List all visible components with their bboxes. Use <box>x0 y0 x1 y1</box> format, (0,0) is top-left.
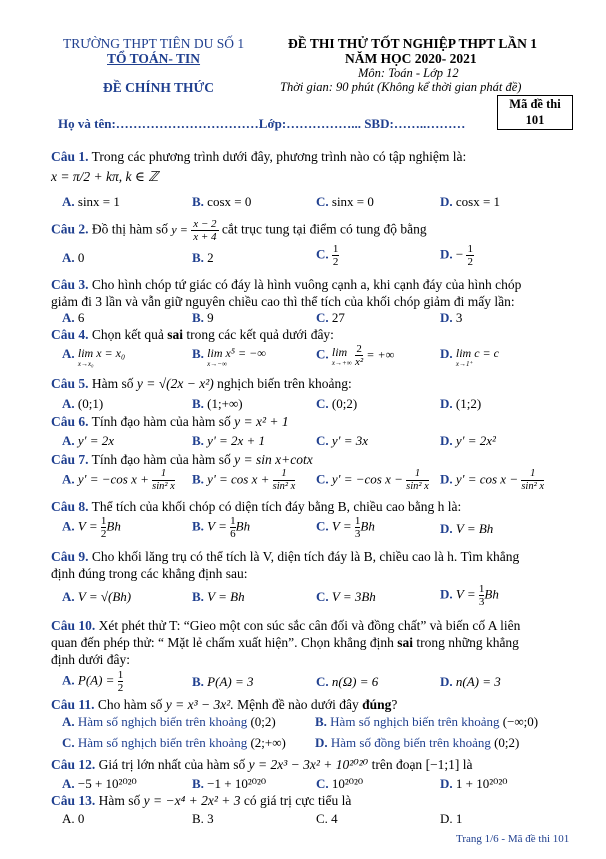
q9-option-d[interactable]: D. V = $\frac{1}{3}$ Bh <box>440 583 499 608</box>
q3-option-b[interactable]: B. 9 <box>192 310 214 325</box>
q12-option-a[interactable]: A. −5 + 10²⁰²⁰ <box>62 776 137 791</box>
q8-option-d[interactable]: D. V = Bh <box>440 521 494 536</box>
exam-title: ĐỀ THI THỬ TỐT NGHIỆP THPT LẦN 1 <box>288 36 537 51</box>
fraction: $\frac{x - 2}{x + 4}$ <box>193 218 217 243</box>
q2-option-d[interactable]: D. − $\frac{1}{2}$ <box>440 243 473 268</box>
question-text: Trong các phương trình dưới đây, phương trình nào có tập nghiệm là: <box>91 149 467 164</box>
q13-option-a[interactable]: A. 0 <box>62 811 85 826</box>
q6-option-d[interactable]: D. y' = 2x² <box>440 433 496 448</box>
q13-option-c[interactable]: C. 4 <box>316 811 338 826</box>
question-3: Câu 3. Cho hình chóp tứ giác có đáy là hình vuông cạnh a, khi cạnh đáy của hình chóp <box>51 277 522 292</box>
question-12: Câu 12. Giá trị lớn nhất của hàm số y = 2x³ − 3x² + 10²⁰²⁰ trên đoạn [−1;1] là <box>51 757 473 772</box>
q4-option-d[interactable]: D. lim c = c x→1⁺ <box>440 346 499 368</box>
q8-option-b[interactable]: B. V = $\frac{1}{6}$ Bh <box>192 515 251 540</box>
exam-time: Thời gian: 90 phút (Không kể thời gian phát đề) <box>280 80 522 94</box>
official-label: ĐỀ CHÍNH THỨC <box>103 80 215 95</box>
question-8: Câu 8. Thể tích của khối chóp có diện tích đáy bằng B, chiều cao bằng h là: <box>51 499 462 514</box>
function-y: y = <box>171 222 188 237</box>
question-7: Câu 7. Tính đạo hàm của hàm số y = sin x+cotx <box>51 452 313 467</box>
q5-option-c[interactable]: C. (0;2) <box>316 396 358 411</box>
subject: Môn: Toán - Lớp 12 <box>358 66 459 80</box>
school-year: NĂM HỌC 2020- 2021 <box>345 51 477 66</box>
exam-code-box <box>497 95 573 130</box>
question-9-line-2: định đúng trong các khẳng định sau: <box>51 566 248 581</box>
q2-option-c[interactable]: C. $\frac{1}{2}$ <box>316 243 339 268</box>
q11-option-d[interactable]: D. Hàm số đồng biến trên khoảng (0;2) <box>315 735 520 750</box>
q7-option-a[interactable]: A. y' = −cos x + $\frac{1}{\text{sin² x}}$ <box>62 468 175 492</box>
q8-option-c[interactable]: C. V = $\frac{1}{3}$ Bh <box>316 515 375 540</box>
q12-option-b[interactable]: B. −1 + 10²⁰²⁰ <box>192 776 267 791</box>
exam-code: 101 <box>525 113 545 127</box>
q6-option-b[interactable]: B. y' = 2x + 1 <box>192 433 266 448</box>
q13-option-b[interactable]: B. 3 <box>192 811 214 826</box>
school-name: TRƯỜNG THPT TIÊN DU SỐ 1 <box>63 36 245 51</box>
q9-option-b[interactable]: B. V = Bh <box>192 589 245 604</box>
q5-option-a[interactable]: A. (0;1) <box>62 396 104 411</box>
q11-option-c[interactable]: C. Hàm số nghịch biến trên khoảng (2;+∞) <box>62 735 286 750</box>
q3-option-d[interactable]: D. 3 <box>440 310 463 325</box>
q5-option-b[interactable]: B. (1;+∞) <box>192 396 243 411</box>
question-4: Câu 4. Chọn kết quả sai trong các kết quả dưới đây: <box>51 327 334 342</box>
page-footer: Trang 1/6 - Mã đề thi 101 <box>456 833 570 845</box>
solution-set: x = π/2 + kπ, k ∈ ℤ <box>51 169 159 184</box>
q4-option-a[interactable]: A. lim x = x₀ x→x₀ <box>62 346 126 368</box>
question-6: Câu 6. Tính đạo hàm của hàm số y = x² + 1 <box>51 414 289 429</box>
q10-option-b[interactable]: B. P(A) = 3 <box>192 674 254 689</box>
department: TỔ TOÁN- TIN <box>107 51 201 66</box>
question-2: Câu 2. Đồ thị hàm số y = $\frac{x - 2}{x + 4}$ cắt trục tung tại điểm có tung độ bằng <box>51 218 427 243</box>
exam-code-label: Mã đề thi <box>509 97 561 111</box>
q4-option-c[interactable]: C. lim x→+∞ $\frac{2}{\text{x²}}$ = +∞ <box>316 343 395 368</box>
q1-option-a[interactable]: A. sinx = 1 <box>62 194 120 209</box>
q1-option-c[interactable]: C. sinx = 0 <box>316 194 374 209</box>
q9-option-c[interactable]: C. V = 3Bh <box>316 589 376 604</box>
q4-option-b[interactable]: B. lim x⁵ = −∞ x→−∞ <box>192 346 266 368</box>
q7-option-d[interactable]: D. y' = cos x − $\frac{1}{\text{sin² x}}$ <box>440 468 545 492</box>
q6-option-a[interactable]: A. y' = 2x <box>62 433 114 448</box>
q10-option-c[interactable]: C. n(Ω) = 6 <box>316 674 379 689</box>
q2-option-b[interactable]: B. 2 <box>192 250 214 265</box>
question-3-line-2: giảm đi 3 lần và vẫn giữ nguyên chiều cao thì thể tích của khối chóp giảm đi mấy lần: <box>51 294 515 309</box>
question-13: Câu 13. Hàm số y = −x⁴ + 2x² + 3 có giá trị cực tiểu là <box>51 793 352 808</box>
q10-option-a[interactable]: A. P(A) = $\frac{1}{2}$ <box>62 669 124 694</box>
q8-option-a[interactable]: A. V = $\frac{1}{2}$ Bh <box>62 515 121 540</box>
q2-option-a[interactable]: A. 0 <box>62 250 85 265</box>
question-number: Câu 1. <box>51 149 89 164</box>
q11-option-b[interactable]: B. Hàm số nghịch biến trên khoảng (−∞;0) <box>315 714 539 729</box>
q7-option-b[interactable]: B. y' = cos x + $\frac{1}{\text{sin² x}}$ <box>192 468 296 492</box>
q7-option-c[interactable]: C. y' = −cos x − $\frac{1}{\text{sin² x}}$ <box>316 468 429 492</box>
q11-option-a[interactable]: A. Hàm số nghịch biến trên khoảng (0;2) <box>62 714 276 729</box>
q6-option-c[interactable]: C. y' = 3x <box>316 433 368 448</box>
student-info-line: Họ và tên:……………………………Lớp:……………... SBD:……..……… <box>58 116 466 131</box>
q3-option-a[interactable]: A. 6 <box>62 310 85 325</box>
question-10: Câu 10. Xét phét thử T: “Gieo một con súc sắc cân đối và đồng chất” và biến cố A liên <box>51 618 521 633</box>
question-11: Câu 11. Cho hàm số y = x³ − 3x². Mệnh đề nào dưới đây đúng? <box>51 697 398 712</box>
question-1 <box>51 148 466 166</box>
q10-option-d[interactable]: D. n(A) = 3 <box>440 674 501 689</box>
q9-option-a[interactable]: A. V = √(Bh) <box>62 589 132 604</box>
q5-option-d[interactable]: D. (1;2) <box>440 396 482 411</box>
q12-option-d[interactable]: D. 1 + 10²⁰²⁰ <box>440 776 508 791</box>
question-10-line-2: quan đến phép thử: “ Mặt lẻ chấm xuất hiện”. Chọn khẳng định sai trong những khẳng <box>51 635 519 650</box>
q13-option-d[interactable]: D. 1 <box>440 811 463 826</box>
q1-option-b[interactable]: B. cosx = 0 <box>192 194 252 209</box>
q1-option-d[interactable]: D. cosx = 1 <box>440 194 501 209</box>
q3-option-c[interactable]: C. 27 <box>316 310 345 325</box>
q12-option-c[interactable]: C. 10²⁰²⁰ <box>316 776 364 791</box>
question-5: Câu 5. Hàm số y = √(2x − x²) nghịch biến trên khoảng: <box>51 376 352 391</box>
question-10-line-3: định dưới đây: <box>51 652 130 667</box>
question-9: Câu 9. Cho khối lăng trụ có thể tích là V, diện tích đáy là B, chiều cao là h. Tìm khẳng <box>51 549 520 564</box>
